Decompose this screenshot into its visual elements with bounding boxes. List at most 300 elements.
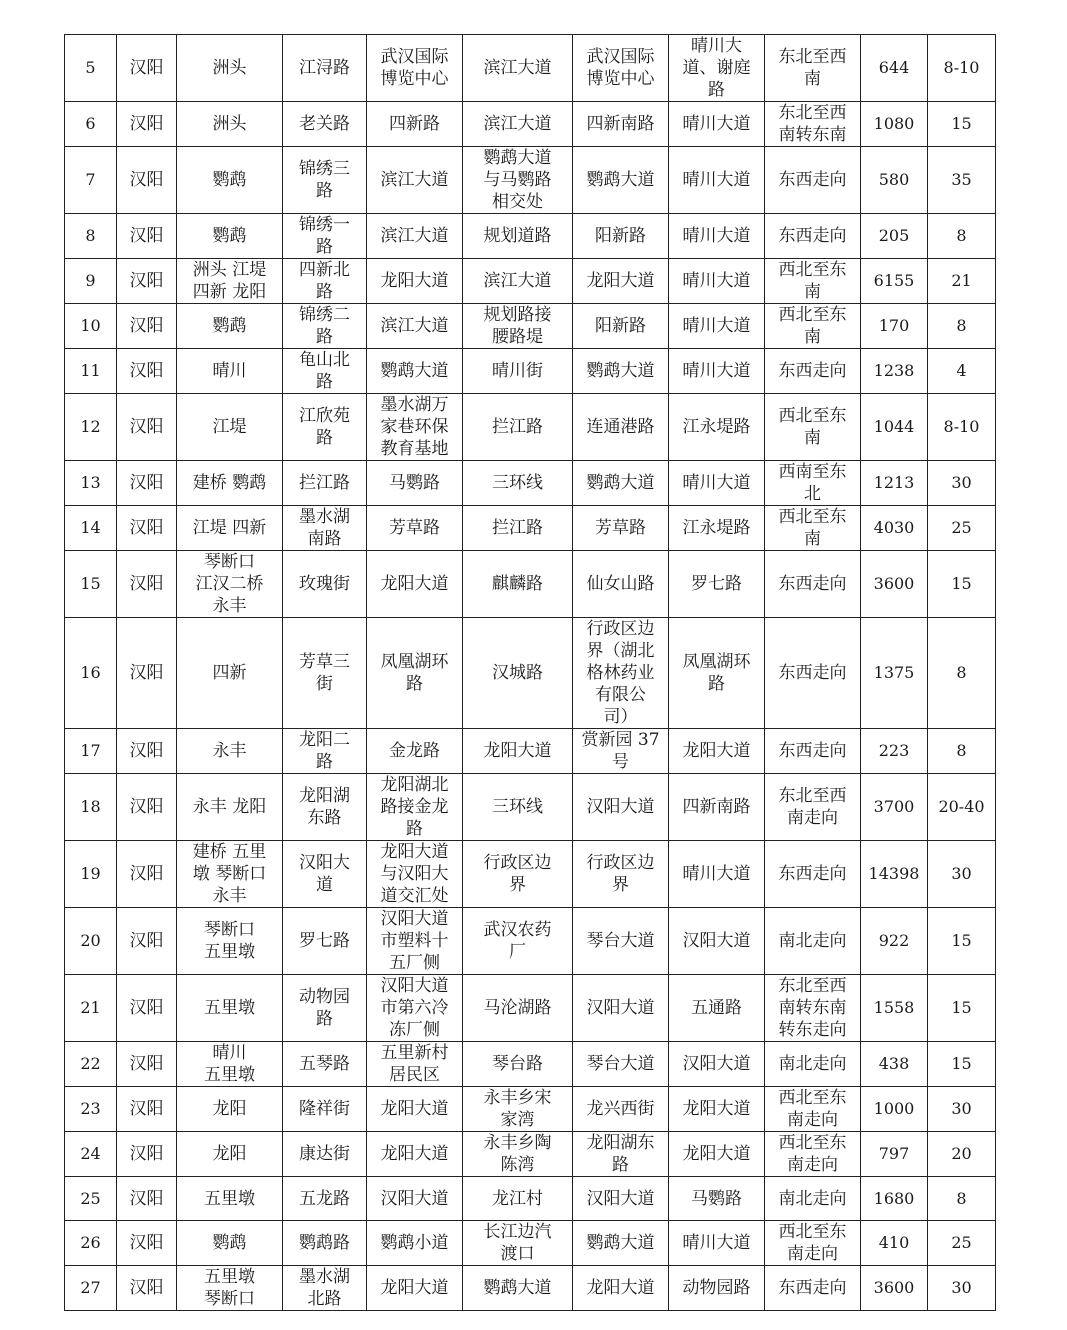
cell-end-point	[463, 35, 573, 102]
cell-length	[861, 259, 928, 304]
cell-width-text: 30	[951, 1278, 972, 1297]
cell-length	[861, 349, 928, 394]
cell-width	[928, 147, 996, 214]
cell-width	[928, 729, 996, 774]
cell-width-text: 30	[951, 473, 972, 492]
cell-start-point	[367, 214, 463, 259]
cell-area-text: 龙阳	[212, 1099, 247, 1119]
cell-south-boundary	[669, 35, 765, 102]
cell-district	[117, 1087, 177, 1132]
cell-no	[65, 214, 117, 259]
cell-area-text: 五里墩	[204, 998, 255, 1018]
cell-direction-text: 西北至东 南	[778, 507, 847, 549]
cell-south-boundary-text: 江永堤路	[682, 518, 751, 538]
cell-area	[177, 259, 283, 304]
cell-no	[65, 102, 117, 147]
cell-road-name	[283, 841, 367, 908]
cell-end-point	[463, 908, 573, 975]
cell-start-point-text: 龙阳大道	[380, 1278, 449, 1298]
cell-south-boundary-text: 罗七路	[691, 574, 742, 594]
cell-road-name-text: 汉阳大 道	[299, 853, 350, 895]
cell-start-point-text: 凤凰湖环 路	[380, 652, 449, 694]
cell-no-text: 12	[80, 417, 101, 436]
table-body	[65, 35, 996, 1311]
cell-district-text: 汉阳	[129, 518, 164, 538]
cell-start-point	[367, 394, 463, 461]
cell-end-point-text: 三环线	[492, 473, 543, 493]
cell-direction-text: 东西走向	[778, 170, 847, 190]
cell-south-boundary	[669, 259, 765, 304]
cell-south-boundary	[669, 841, 765, 908]
cell-area	[177, 304, 283, 349]
cell-end-point-text: 琴台路	[492, 1054, 543, 1074]
cell-road-name	[283, 1266, 367, 1311]
cell-south-boundary-text: 四新南路	[682, 797, 751, 817]
cell-area-text: 建桥 五里 墩 琴断口 永丰	[192, 842, 267, 906]
cell-width-text: 15	[951, 1054, 972, 1073]
cell-road-name-text: 墨水湖 北路	[299, 1267, 350, 1309]
cell-road-name	[283, 618, 367, 729]
cell-north-boundary	[573, 506, 669, 551]
cell-direction-text: 西北至东 南	[778, 260, 847, 302]
cell-south-boundary	[669, 618, 765, 729]
cell-direction	[765, 618, 861, 729]
cell-direction	[765, 1221, 861, 1266]
cell-start-point	[367, 774, 463, 841]
cell-end-point-text: 滨江大道	[483, 114, 552, 134]
cell-start-point-text: 龙阳大道	[380, 574, 449, 594]
cell-length	[861, 102, 928, 147]
cell-north-boundary	[573, 214, 669, 259]
cell-start-point-text: 龙阳湖北 路接金龙 路	[380, 775, 449, 839]
cell-north-boundary	[573, 349, 669, 394]
table-row	[65, 394, 996, 461]
cell-length	[861, 729, 928, 774]
cell-north-boundary-text: 琴台大道	[586, 931, 655, 951]
cell-south-boundary-text: 晴川大道	[682, 864, 751, 884]
cell-width	[928, 304, 996, 349]
cell-end-point	[463, 1132, 573, 1177]
cell-no-text: 17	[80, 741, 101, 760]
cell-direction	[765, 461, 861, 506]
cell-end-point	[463, 1221, 573, 1266]
cell-south-boundary-text: 晴川大道	[682, 316, 751, 336]
cell-direction-text: 东北至西 南走向	[778, 786, 847, 828]
cell-area	[177, 551, 283, 618]
cell-south-boundary-text: 晴川大道	[682, 271, 751, 291]
cell-start-point-text: 五里新村 居民区	[380, 1043, 449, 1085]
cell-direction-text: 南北走向	[778, 931, 847, 951]
cell-width	[928, 35, 996, 102]
cell-road-name	[283, 1042, 367, 1087]
cell-road-name-text: 老关路	[299, 114, 350, 134]
cell-district	[117, 1221, 177, 1266]
cell-no-text: 19	[80, 864, 101, 883]
cell-width	[928, 1132, 996, 1177]
cell-start-point	[367, 1042, 463, 1087]
cell-district-text: 汉阳	[129, 417, 164, 437]
cell-length	[861, 394, 928, 461]
cell-direction	[765, 908, 861, 975]
cell-area	[177, 349, 283, 394]
cell-district	[117, 908, 177, 975]
cell-road-name-text: 龟山北 路	[299, 350, 350, 392]
cell-width	[928, 551, 996, 618]
cell-width	[928, 259, 996, 304]
cell-south-boundary-text: 晴川大道	[682, 170, 751, 190]
cell-road-name	[283, 908, 367, 975]
cell-direction-text: 西北至东 南	[778, 305, 847, 347]
cell-direction-text: 西北至东 南走向	[778, 1088, 847, 1130]
cell-area-text: 四新	[212, 663, 247, 683]
cell-south-boundary-text: 晴川大道	[682, 226, 751, 246]
cell-no	[65, 1132, 117, 1177]
cell-south-boundary-text: 龙阳大道	[682, 741, 751, 761]
cell-start-point	[367, 1177, 463, 1221]
cell-end-point-text: 长江边汽 渡口	[483, 1222, 552, 1264]
cell-area	[177, 1042, 283, 1087]
cell-district-text: 汉阳	[129, 473, 164, 493]
cell-no	[65, 506, 117, 551]
cell-end-point	[463, 506, 573, 551]
cell-no	[65, 1042, 117, 1087]
cell-district-text: 汉阳	[129, 797, 164, 817]
table-row	[65, 259, 996, 304]
cell-no	[65, 1221, 117, 1266]
cell-width-text: 15	[951, 998, 972, 1017]
cell-start-point	[367, 841, 463, 908]
cell-length-text: 1680	[873, 1188, 915, 1208]
cell-area	[177, 1087, 283, 1132]
cell-length-text: 1080	[873, 114, 915, 133]
cell-start-point	[367, 461, 463, 506]
table-row	[65, 214, 996, 259]
cell-no-text: 22	[80, 1054, 101, 1073]
cell-length-text: 1375	[873, 663, 915, 682]
cell-start-point-text: 四新路	[389, 114, 440, 134]
cell-start-point	[367, 975, 463, 1042]
cell-district	[117, 304, 177, 349]
cell-road-name-text: 玫瑰街	[299, 574, 350, 594]
cell-width	[928, 975, 996, 1042]
cell-north-boundary-text: 琴台大道	[586, 1054, 655, 1074]
cell-district	[117, 349, 177, 394]
cell-area-text: 晴川 五里墩	[204, 1043, 255, 1085]
cell-end-point-text: 拦江路	[492, 518, 543, 538]
cell-end-point-text: 龙阳大道	[483, 741, 552, 761]
cell-area	[177, 102, 283, 147]
cell-road-name-text: 罗七路	[299, 931, 350, 951]
cell-start-point	[367, 1132, 463, 1177]
cell-start-point	[367, 35, 463, 102]
cell-length-text: 205	[878, 226, 910, 245]
cell-road-name-text: 江浔路	[299, 58, 350, 78]
cell-end-point	[463, 729, 573, 774]
cell-length-text: 223	[878, 741, 910, 760]
cell-direction	[765, 349, 861, 394]
cell-district	[117, 35, 177, 102]
table-row	[65, 304, 996, 349]
cell-south-boundary	[669, 394, 765, 461]
cell-road-name	[283, 1087, 367, 1132]
cell-area-text: 江堤	[212, 417, 247, 437]
cell-north-boundary	[573, 35, 669, 102]
cell-no-text: 16	[80, 663, 101, 682]
cell-direction	[765, 394, 861, 461]
cell-district	[117, 147, 177, 214]
cell-no	[65, 618, 117, 729]
cell-south-boundary-text: 龙阳大道	[682, 1099, 751, 1119]
cell-direction	[765, 841, 861, 908]
cell-length-text: 1044	[873, 417, 915, 436]
cell-south-boundary	[669, 349, 765, 394]
cell-south-boundary-text: 晴川大道	[682, 1233, 751, 1253]
cell-end-point	[463, 1177, 573, 1221]
cell-road-name-text: 龙阳二 路	[299, 730, 350, 772]
cell-start-point-text: 马鹦路	[389, 473, 440, 493]
cell-district-text: 汉阳	[129, 1278, 164, 1298]
cell-north-boundary	[573, 908, 669, 975]
cell-width-text: 25	[951, 1233, 972, 1252]
cell-start-point-text: 龙阳大道 与汉阳大 道交汇处	[380, 842, 449, 906]
cell-north-boundary	[573, 774, 669, 841]
cell-north-boundary	[573, 1132, 669, 1177]
cell-road-name-text: 龙阳湖 东路	[299, 786, 350, 828]
cell-end-point-text: 马沦湖路	[483, 998, 552, 1018]
cell-south-boundary-text: 晴川大道	[682, 114, 751, 134]
cell-north-boundary	[573, 729, 669, 774]
cell-width	[928, 908, 996, 975]
cell-district-text: 汉阳	[129, 361, 164, 381]
table-row	[65, 618, 996, 729]
cell-end-point	[463, 1087, 573, 1132]
cell-width-text: 15	[951, 931, 972, 950]
cell-north-boundary-text: 四新南路	[586, 114, 655, 134]
cell-end-point	[463, 841, 573, 908]
cell-direction	[765, 551, 861, 618]
cell-area-text: 永丰	[212, 741, 247, 761]
cell-road-name-text: 四新北 路	[299, 260, 350, 302]
cell-end-point	[463, 1042, 573, 1087]
cell-start-point-text: 汉阳大道 市塑料十 五厂侧	[380, 909, 449, 973]
cell-length	[861, 1266, 928, 1311]
cell-north-boundary	[573, 147, 669, 214]
cell-end-point	[463, 975, 573, 1042]
cell-area	[177, 774, 283, 841]
cell-end-point	[463, 461, 573, 506]
cell-area-text: 琴断口 江汉二桥 永丰	[195, 552, 264, 616]
cell-north-boundary-text: 芳草路	[595, 518, 646, 538]
cell-south-boundary	[669, 1266, 765, 1311]
cell-length	[861, 1132, 928, 1177]
cell-no	[65, 259, 117, 304]
cell-north-boundary-text: 龙阳大道	[586, 1278, 655, 1298]
cell-start-point-text: 滨江大道	[380, 226, 449, 246]
cell-length-text: 922	[878, 931, 910, 950]
table-row	[65, 908, 996, 975]
cell-north-boundary	[573, 394, 669, 461]
cell-length-text: 410	[878, 1233, 910, 1252]
cell-district-text: 汉阳	[129, 1188, 164, 1209]
cell-start-point	[367, 1266, 463, 1311]
cell-road-name	[283, 774, 367, 841]
cell-end-point-text: 行政区边 界	[483, 853, 552, 895]
cell-start-point	[367, 349, 463, 394]
cell-direction-text: 东西走向	[778, 361, 847, 381]
cell-road-name	[283, 102, 367, 147]
cell-direction	[765, 214, 861, 259]
cell-length-text: 3700	[873, 797, 915, 816]
cell-direction-text: 东北至西 南	[778, 47, 847, 89]
cell-road-name	[283, 259, 367, 304]
cell-no-text: 23	[80, 1099, 101, 1118]
cell-width-text: 35	[951, 170, 972, 189]
cell-south-boundary	[669, 461, 765, 506]
cell-south-boundary	[669, 1087, 765, 1132]
table-row	[65, 551, 996, 618]
cell-road-name	[283, 349, 367, 394]
cell-no-text: 8	[85, 226, 96, 245]
cell-north-boundary-text: 龙阳湖东 路	[586, 1133, 655, 1175]
cell-south-boundary-text: 龙阳大道	[682, 1144, 751, 1164]
cell-south-boundary-text: 晴川大道	[682, 473, 751, 493]
cell-length-text: 170	[878, 316, 910, 335]
cell-area-text: 江堤 四新	[192, 518, 267, 538]
cell-north-boundary-text: 行政区边 界	[586, 853, 655, 895]
cell-start-point	[367, 102, 463, 147]
cell-length-text: 14398	[868, 864, 920, 883]
cell-district-text: 汉阳	[129, 741, 164, 761]
cell-district-text: 汉阳	[129, 1233, 164, 1253]
cell-end-point-text: 三环线	[492, 797, 543, 817]
cell-start-point-text: 龙阳大道	[380, 1144, 449, 1164]
cell-width	[928, 1221, 996, 1266]
cell-end-point	[463, 214, 573, 259]
cell-length	[861, 147, 928, 214]
cell-area-text: 永丰 龙阳	[192, 797, 267, 817]
cell-direction-text: 东北至西 南转东南 转东走向	[778, 976, 847, 1040]
cell-area-text: 晴川	[212, 361, 247, 381]
cell-width	[928, 618, 996, 729]
cell-district-text: 汉阳	[129, 114, 164, 134]
cell-length	[861, 35, 928, 102]
cell-direction-text: 西北至东 南走向	[778, 1133, 847, 1175]
cell-north-boundary-text: 武汉国际 博览中心	[586, 47, 655, 89]
cell-width-text: 15	[951, 114, 972, 133]
cell-district	[117, 841, 177, 908]
cell-no-text: 26	[80, 1233, 101, 1252]
cell-south-boundary-text: 江永堤路	[682, 417, 751, 437]
cell-south-boundary-text: 晴川大道	[682, 361, 751, 381]
cell-road-name-text: 锦绣三 路	[299, 159, 350, 201]
cell-end-point	[463, 304, 573, 349]
cell-north-boundary	[573, 1087, 669, 1132]
cell-end-point-text: 鹦鹉大道 与马鹦路 相交处	[483, 148, 552, 212]
cell-no	[65, 551, 117, 618]
cell-road-name-text: 江欣苑 路	[299, 406, 350, 448]
cell-start-point	[367, 908, 463, 975]
cell-area-text: 洲头	[212, 114, 247, 134]
cell-district	[117, 1042, 177, 1087]
cell-width	[928, 1177, 996, 1221]
cell-end-point	[463, 1266, 573, 1311]
cell-no	[65, 774, 117, 841]
cell-south-boundary	[669, 1177, 765, 1221]
cell-area-text: 建桥 鹦鹉	[192, 473, 267, 493]
cell-direction	[765, 147, 861, 214]
cell-start-point-text: 鹦鹉大道	[380, 361, 449, 381]
cell-length-text: 6155	[873, 271, 915, 290]
cell-no	[65, 147, 117, 214]
cell-north-boundary-text: 连通港路	[586, 417, 655, 437]
cell-start-point	[367, 618, 463, 729]
table-row	[65, 506, 996, 551]
cell-no-text: 13	[80, 473, 101, 492]
cell-road-name-text: 芳草三 街	[299, 652, 350, 694]
cell-direction	[765, 1132, 861, 1177]
cell-district-text: 汉阳	[129, 931, 164, 951]
cell-road-name-text: 鹦鹉路	[299, 1233, 350, 1253]
cell-south-boundary-text: 凤凰湖环 路	[682, 652, 751, 694]
cell-end-point-text: 鹦鹉大道	[483, 1278, 552, 1298]
cell-width	[928, 506, 996, 551]
cell-length	[861, 1221, 928, 1266]
cell-start-point	[367, 506, 463, 551]
cell-north-boundary-text: 赏新园 37 号	[581, 730, 660, 772]
road-table	[64, 34, 996, 1311]
cell-north-boundary	[573, 1042, 669, 1087]
cell-end-point	[463, 551, 573, 618]
cell-no-text: 10	[80, 316, 101, 335]
cell-direction-text: 南北走向	[778, 1054, 847, 1074]
cell-no	[65, 908, 117, 975]
cell-road-name	[283, 304, 367, 349]
cell-south-boundary	[669, 774, 765, 841]
cell-end-point-text: 永丰乡陶 陈湾	[483, 1133, 552, 1175]
cell-end-point-text: 规划道路	[483, 226, 552, 246]
cell-no-text: 6	[85, 114, 96, 133]
cell-south-boundary-text: 汉阳大道	[682, 1054, 751, 1074]
cell-length-text: 438	[878, 1054, 910, 1073]
cell-direction-text: 东北至西 南转东南	[778, 103, 847, 145]
cell-width-text: 8	[956, 226, 967, 245]
cell-road-name	[283, 506, 367, 551]
cell-no-text: 5	[85, 58, 96, 77]
cell-width-text: 8	[956, 741, 967, 760]
cell-south-boundary	[669, 1132, 765, 1177]
cell-no	[65, 1087, 117, 1132]
cell-area	[177, 618, 283, 729]
cell-road-name	[283, 214, 367, 259]
cell-start-point-text: 金龙路	[389, 741, 440, 761]
cell-width	[928, 841, 996, 908]
table-row	[65, 729, 996, 774]
cell-length	[861, 506, 928, 551]
cell-start-point	[367, 1087, 463, 1132]
cell-length-text: 1000	[873, 1099, 915, 1118]
cell-width	[928, 102, 996, 147]
cell-road-name-text: 拦江路	[299, 473, 350, 493]
cell-end-point	[463, 618, 573, 729]
cell-road-name-text: 锦绣二 路	[299, 305, 350, 347]
cell-no-text: 25	[80, 1188, 101, 1208]
cell-start-point-text: 汉阳大道 市第六冷 冻厂侧	[380, 976, 449, 1040]
cell-area-text: 五里墩	[204, 1188, 255, 1209]
cell-district-text: 汉阳	[129, 574, 164, 594]
cell-district	[117, 506, 177, 551]
cell-district	[117, 551, 177, 618]
cell-width-text: 30	[951, 864, 972, 883]
